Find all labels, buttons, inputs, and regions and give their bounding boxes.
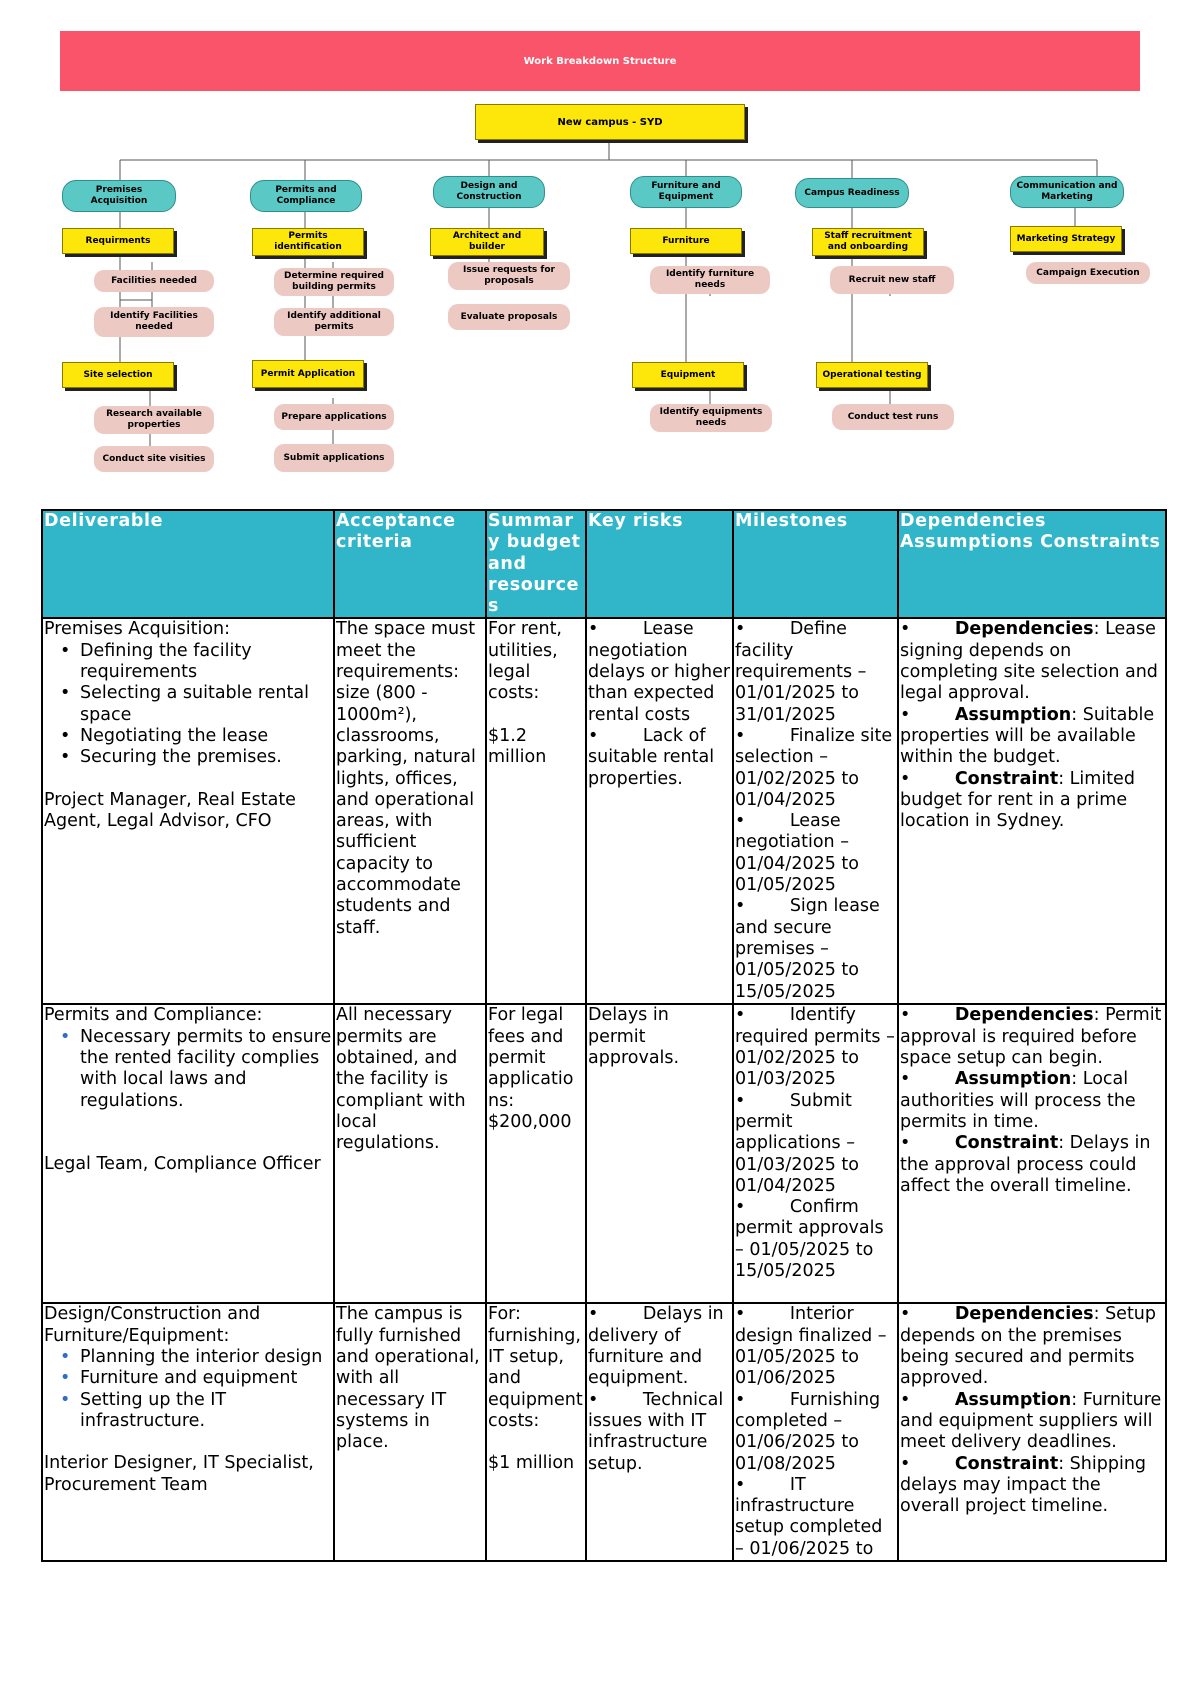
- wbs-group-equipment: [632, 362, 744, 388]
- wbs-item: [832, 404, 954, 430]
- risk-text: Technical issues with IT infrastructure setup.: [588, 1389, 724, 1474]
- deliverable-cell: [42, 1303, 334, 1561]
- wbs-item-label: Identify furniture needs: [665, 269, 755, 290]
- deliverable-title: Premises Acquisition:: [44, 619, 231, 640]
- dac-item: • Assumption: Local authorities will process the permits in time.: [900, 1069, 1136, 1132]
- budget-amount: $1.2 million: [488, 725, 547, 767]
- column-header: Acceptance criteria: [334, 510, 486, 618]
- wbs-item-label: Campaign Execution: [1036, 267, 1140, 278]
- list-item: • Setting up the IT infrastructure.: [80, 1390, 332, 1433]
- wbs-group-marketing-strategy: [1010, 226, 1122, 252]
- deliverable-people: Project Manager, Real Estate Agent, Legal Advisor, CFO: [44, 789, 296, 831]
- wbs-group-requirements: [62, 228, 174, 254]
- wbs-group-permits-identification: [252, 228, 364, 256]
- dac-text: Suitable properties will be available within the budget.: [900, 704, 1155, 768]
- wbs-item: [274, 404, 394, 430]
- deliverable-title: Permits and Compliance:: [44, 1005, 263, 1026]
- table-row: [42, 618, 1166, 1004]
- wbs-item: [830, 266, 954, 294]
- milestone-item: • Lease negotiation – 01/04/2025 to 01/05/2025: [735, 811, 859, 896]
- wbs-item-label: Identify equipments needs: [659, 407, 763, 428]
- wbs-item: [274, 268, 394, 296]
- wbs-item: [448, 304, 570, 330]
- wbs-item: [448, 262, 570, 290]
- milestones-cell: [733, 618, 898, 1004]
- list-item: • Negotiating the lease: [80, 726, 332, 747]
- deliverable-list: [44, 1027, 332, 1112]
- dac-item: • Assumption: Suitable properties will be available within the budget.: [900, 704, 1155, 768]
- wbs-branch-label: Campus Readiness: [804, 187, 900, 198]
- risks-cell: [586, 618, 733, 1004]
- budget-text: For: furnishing, IT setup, and equipment costs:: [488, 1304, 583, 1431]
- wbs-item: [1026, 262, 1150, 284]
- wbs-group-operational-testing: [816, 362, 928, 388]
- wbs-group-label: Furniture: [662, 235, 710, 246]
- list-item: • Defining the facility requirements: [80, 641, 332, 684]
- table-row: [42, 1303, 1166, 1561]
- wbs-item-label: Determine required building permits: [284, 271, 384, 292]
- list-item: • Selecting a suitable rental space: [80, 683, 332, 726]
- wbs-item-label: Submit applications: [283, 452, 385, 463]
- wbs-group-staff-recruitment: [812, 228, 924, 256]
- wbs-item: [94, 270, 214, 292]
- wbs-group-label: Site selection: [83, 369, 153, 380]
- dac-text: Setup depends on the premises being secured and permits approved.: [900, 1304, 1156, 1389]
- milestone-item: • Finalize site selection – 01/02/2025 to 01/04/2025: [735, 725, 893, 810]
- dac-key: Assumption: [954, 704, 1072, 725]
- dac-cell: [898, 618, 1166, 1004]
- wbs-item-label: Research available properties: [106, 409, 202, 430]
- dac-item: • Dependencies: Permit approval is required before space setup can begin.: [900, 1005, 1162, 1069]
- risks-cell: [586, 1303, 733, 1561]
- dac-item: • Constraint: Limited budget for rent in a prime location in Sydney.: [900, 768, 1135, 832]
- milestone-item: • Furnishing completed – 01/06/2025 to 01/08/2025: [735, 1389, 881, 1474]
- risk-text: Lack of suitable rental properties.: [588, 725, 715, 789]
- milestone-text: Interior design finalized – 01/05/2025 to 01/06/2025: [735, 1304, 887, 1389]
- wbs-item-label: Conduct site visities: [102, 453, 206, 464]
- dac-item: • Constraint: Shipping delays may impact the overall project timeline.: [900, 1453, 1147, 1517]
- wbs-item: [274, 444, 394, 472]
- wbs-group-label: Equipment: [660, 369, 716, 380]
- wbs-item: [94, 446, 214, 472]
- budget-cell: [486, 1303, 586, 1561]
- dac-item: • Dependencies: Setup depends on the premises being secured and permits approved.: [900, 1304, 1156, 1389]
- wbs-item: [94, 406, 214, 434]
- dac-key: Dependencies: [954, 619, 1094, 640]
- wbs-item-label: Identify Facilities needed: [110, 311, 198, 332]
- wbs-item-label: Identify additional permits: [287, 311, 381, 332]
- wbs-item-label: Conduct test runs: [847, 411, 939, 422]
- list-item: • Planning the interior design: [80, 1347, 332, 1368]
- list-item: • Securing the premises.: [80, 747, 332, 768]
- wbs-branch-design: [433, 176, 545, 208]
- budget-cell: [486, 1004, 586, 1303]
- wbs-item: [650, 266, 770, 294]
- dac-text: Limited budget for rent in a prime location in Sydney.: [900, 768, 1135, 832]
- table-row: [42, 1004, 1166, 1303]
- dac-key: Dependencies: [954, 1304, 1094, 1325]
- risk-item: • Lease negotiation delays or higher than expected rental costs: [588, 619, 731, 725]
- risk-item: • Lack of suitable rental properties.: [588, 725, 715, 789]
- milestone-item: • Interior design finalized – 01/05/2025 to 01/06/2025: [735, 1304, 887, 1389]
- column-header: Milestones: [733, 510, 898, 618]
- dac-cell: [898, 1004, 1166, 1303]
- dac-cell: [898, 1303, 1166, 1561]
- milestone-item: • Sign lease and secure premises – 01/05/2025 to 15/05/2025: [735, 896, 880, 1002]
- column-header: Key risks: [586, 510, 733, 618]
- wbs-group-architect: [430, 228, 544, 256]
- dac-key: Constraint: [954, 1133, 1059, 1154]
- wbs-group-label: Permit Application: [260, 368, 356, 379]
- deliverables-table: [41, 509, 1167, 1562]
- deliverable-cell: [42, 1004, 334, 1303]
- wbs-branch-label: Premises Acquisition: [90, 185, 148, 206]
- milestone-text: Sign lease and secure premises – 01/05/2025 to 15/05/2025: [735, 896, 880, 1002]
- deliverable-people: Legal Team, Compliance Officer: [44, 1153, 321, 1174]
- milestone-text: Identify required permits – 01/02/2025 to 01/03/2025: [735, 1005, 895, 1090]
- wbs-item-label: Facilities needed: [111, 275, 197, 286]
- milestone-item: • IT infrastructure setup completed – 01/06/2025 to: [735, 1474, 883, 1559]
- wbs-item: [650, 404, 772, 432]
- milestone-text: IT infrastructure setup completed – 01/06/2025 to: [735, 1474, 883, 1559]
- wbs-group-site-selection: [62, 362, 174, 388]
- wbs-group-permit-application: [252, 360, 364, 388]
- list-item: • Necessary permits to ensure the rented facility complies with local laws and regulations.: [80, 1027, 332, 1112]
- milestone-item: • Confirm permit approvals – 01/05/2025 to 15/05/2025: [735, 1197, 884, 1282]
- column-header: Deliverable: [42, 510, 334, 618]
- acceptance-cell: The campus is fully furnished and operational, with all necessary IT systems in place.: [334, 1303, 486, 1561]
- wbs-item-label: Issue requests for proposals: [463, 265, 555, 286]
- wbs-item: [94, 307, 214, 337]
- deliverable-list: [44, 1347, 332, 1432]
- wbs-branch-label: Design and Construction: [456, 181, 522, 202]
- wbs-branch-communication: [1010, 176, 1124, 208]
- milestone-text: Define facility requirements – 01/01/2025 to 31/01/2025: [735, 619, 867, 725]
- dac-key: Assumption: [954, 1069, 1072, 1090]
- milestone-text: Lease negotiation – 01/04/2025 to 01/05/2025: [735, 811, 859, 896]
- wbs-group-label: Operational testing: [822, 369, 922, 380]
- dac-text: Lease signing depends on completing site selection and legal approval.: [900, 619, 1158, 704]
- budget-amount: $1 million: [488, 1453, 575, 1474]
- wbs-item-label: Evaluate proposals: [460, 311, 558, 322]
- wbs-group-label: Permits identification: [274, 231, 342, 252]
- column-header: Summary budget and resources: [486, 510, 586, 618]
- risk-text: Delays in permit approvals.: [588, 1005, 680, 1069]
- wbs-root-label: New campus - SYD: [557, 116, 663, 128]
- milestone-text: Finalize site selection – 01/02/2025 to 01/04/2025: [735, 725, 893, 810]
- column-header: Dependencies Assumptions Constraints: [898, 510, 1166, 618]
- milestone-text: Furnishing completed – 01/06/2025 to 01/08/2025: [735, 1389, 881, 1474]
- wbs-group-label: Architect and builder: [452, 231, 522, 252]
- wbs-branch-readiness: [795, 178, 909, 208]
- table-header-row: [42, 510, 1166, 618]
- milestones-cell: [733, 1004, 898, 1303]
- risk-item: • Technical issues with IT infrastructure setup.: [588, 1389, 724, 1474]
- milestone-text: Submit permit applications – 01/03/2025 to 01/04/2025: [735, 1090, 859, 1196]
- deliverable-title: Design/Construction and Furniture/Equipment:: [44, 1304, 261, 1346]
- wbs-group-furniture: [630, 228, 742, 254]
- acceptance-cell: The space must meet the requirements: size (800 - 1000m²), classrooms, parking, natural lights, offices, and operational areas, with sufficient capacity to accommodate students and staff.: [334, 618, 486, 1004]
- wbs-branch-label: Furniture and Equipment: [651, 181, 721, 202]
- wbs-branch-permits: [250, 180, 362, 212]
- wbs-title: Work Breakdown Structure: [523, 55, 677, 67]
- wbs-item: [274, 308, 394, 336]
- milestone-item: • Submit permit applications – 01/03/2025 to 01/04/2025: [735, 1090, 859, 1196]
- dac-key: Constraint: [954, 1453, 1059, 1474]
- budget-text: For rent, utilities, legal costs:: [488, 619, 562, 704]
- milestone-text: Confirm permit approvals – 01/05/2025 to 15/05/2025: [735, 1197, 884, 1282]
- deliverable-cell: [42, 618, 334, 1004]
- wbs-item-label: Prepare applications: [281, 411, 387, 422]
- wbs-group-label: Staff recruitment and onboarding: [824, 231, 912, 252]
- milestones-cell: [733, 1303, 898, 1561]
- dac-item: • Dependencies: Lease signing depends on completing site selection and legal approval.: [900, 619, 1158, 704]
- dac-text: Furniture and equipment suppliers will meet delivery deadlines.: [900, 1389, 1162, 1453]
- budget-cell: [486, 618, 586, 1004]
- dac-text: Local authorities will process the permits in time.: [900, 1069, 1136, 1132]
- budget-amount: $200,000: [488, 1111, 572, 1132]
- wbs-root-node: [475, 104, 745, 140]
- wbs-group-label: Marketing Strategy: [1016, 233, 1116, 244]
- wbs-branch-premises: [62, 180, 176, 212]
- dac-item: • Assumption: Furniture and equipment suppliers will meet delivery deadlines.: [900, 1389, 1162, 1453]
- acceptance-cell: All necessary permits are obtained, and the facility is compliant with local regulations.: [334, 1004, 486, 1303]
- dac-key: Constraint: [954, 768, 1059, 789]
- deliverable-list: [44, 641, 332, 769]
- wbs-branch-furniture: [630, 176, 742, 208]
- risk-item: • Delays in delivery of furniture and equipment.: [588, 1304, 724, 1389]
- risks-cell: [586, 1004, 733, 1303]
- dac-key: Assumption: [954, 1389, 1072, 1410]
- wbs-group-label: Requirments: [85, 235, 151, 246]
- dac-text: Shipping delays may impact the overall project timeline.: [900, 1453, 1147, 1517]
- wbs-branch-label: Permits and Compliance: [275, 185, 337, 206]
- risk-text: Delays in delivery of furniture and equipment.: [588, 1304, 724, 1389]
- dac-item: • Constraint: Delays in the approval process could affect the overall timeline.: [900, 1133, 1151, 1196]
- risk-text: Lease negotiation delays or higher than expected rental costs: [588, 619, 731, 725]
- dac-text: Delays in the approval process could affect the overall timeline.: [900, 1133, 1151, 1196]
- dac-text: Permit approval is required before space setup can begin.: [900, 1005, 1162, 1069]
- milestone-item: • Identify required permits – 01/02/2025 to 01/03/2025: [735, 1005, 895, 1090]
- budget-text: For legal fees and permit applications:: [488, 1005, 574, 1111]
- deliverable-people: Interior Designer, IT Specialist, Procurement Team: [44, 1453, 314, 1495]
- dac-key: Dependencies: [954, 1005, 1094, 1026]
- list-item: • Furniture and equipment: [80, 1368, 332, 1389]
- wbs-branch-label: Communication and Marketing: [1016, 181, 1118, 202]
- milestone-item: • Define facility requirements – 01/01/2025 to 31/01/2025: [735, 619, 867, 725]
- wbs-item-label: Recruit new staff: [848, 274, 936, 285]
